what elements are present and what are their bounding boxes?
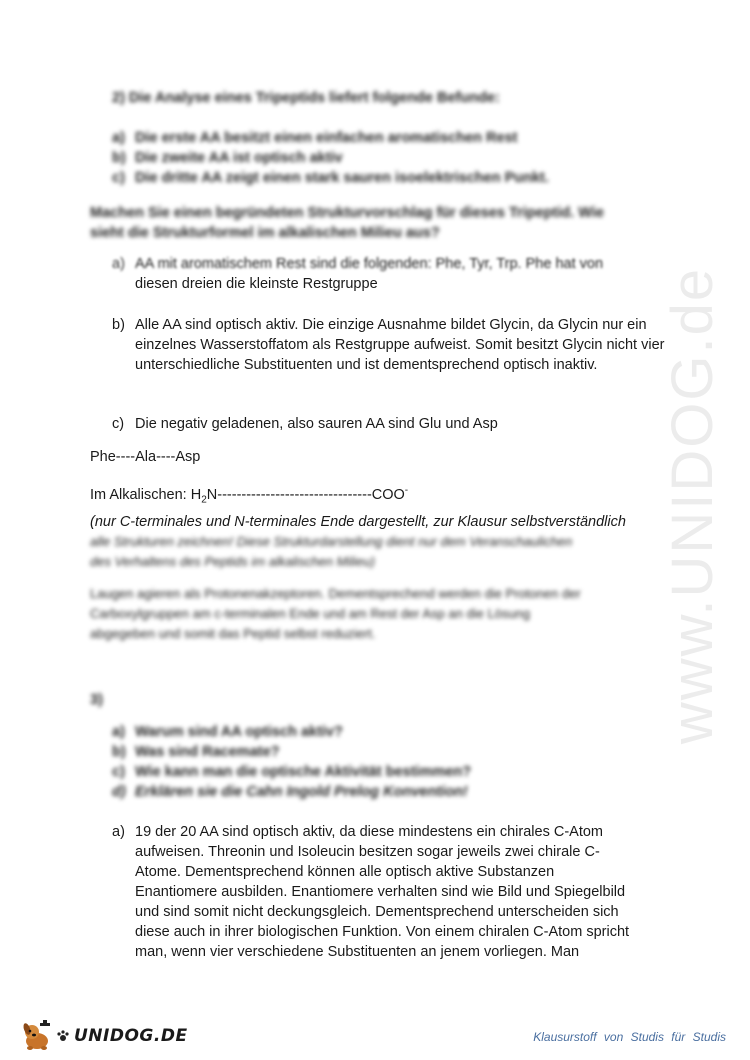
question2-item-c: Die dritte AA zeigt einen stark sauren isoelektrischen Punkt. [135, 170, 549, 186]
question3-item-d-label: d) [112, 784, 126, 800]
peptide-sequence: Phe----Ala----Asp [90, 449, 201, 465]
logo-text: UNIDOG.DE [74, 1026, 188, 1046]
lye-line2: Carboxylgruppen am c-terminalen Ende und am Rest der Asp an die Lösung [90, 606, 531, 621]
question2-task-line1: Machen Sie einen begründeten Strukturvorschlag für dieses Tripeptid. Wie [90, 205, 604, 221]
question2-item-a-label: a) [112, 130, 125, 146]
question2-item-b-label: b) [112, 150, 126, 166]
alkaline-mid: N--------------------------------COO [206, 486, 405, 503]
paw-icon [56, 1029, 70, 1043]
question2-item-b: Die zweite AA ist optisch aktiv [135, 150, 343, 166]
answer2-a-line1: AA mit aromatischem Rest sind die folgenden: Phe, Tyr, Trp. Phe hat von [135, 256, 604, 272]
note-line2: alle Strukturen zeichnen! Diese Strukturdarstellung dient nur dem Veranschaulichen [90, 534, 573, 549]
note-line1: (nur C-terminales und N-terminales Ende dargestellt, zur Klausur selbstverständlich [90, 514, 626, 530]
answer2-a-label: a) [112, 256, 125, 272]
answer2-c-label: c) [112, 416, 125, 432]
question2-item-c-label: c) [112, 170, 125, 186]
alkaline-prefix: Im Alkalischen: H [90, 486, 202, 503]
note-line3: des Verhaltens des Peptids im alkalischen Milieu) [90, 554, 375, 569]
lye-line3: abgegeben und somit das Peptid selbst reduziert. [90, 626, 376, 641]
answer3-a-text: 19 der 20 AA sind optisch aktiv, da diese mindestens ein chirales C-Atom aufweisen. Threonin und Isoleucin besitzen sogar jeweils zwei chirale C-Atome. Dementsprechend können alle optisch aktive Substanzen Enantiomere ausbilden. Enantiomere verhalten sind wie Bild und Spiegelbild und sind somit nicht deckungsgleich. Dementsprechend unterscheiden sich diese auch in ihrer biologischen Funktion. Von einem chiralen C-Atom spricht man, wenn vier verschiedene Substituenten an jenem vorliegen. Man [135, 824, 630, 960]
question3-header: 3) [90, 692, 103, 708]
question3-item-a-label: a) [112, 724, 125, 740]
answer2-a-line2: diesen dreien die kleinste Restgruppe [135, 276, 378, 292]
question2-item-a: Die erste AA besitzt einen einfachen aromatischen Rest [135, 130, 518, 146]
answer2-c-text: Die negativ geladenen, also sauren AA sind Glu und Asp [135, 416, 498, 432]
question3-item-a: Warum sind AA optisch aktiv? [135, 724, 343, 740]
alkaline-superscript: - [404, 485, 409, 496]
question3-item-b-label: b) [112, 744, 126, 760]
question2-header: 2) Die Analyse eines Tripeptids liefert folgende Befunde: [112, 90, 500, 106]
watermark-text: www.UNIDOG.de [660, 266, 726, 744]
question3-item-c-label: c) [112, 764, 125, 780]
alkaline-subscript: 2 [201, 494, 207, 506]
question2-task-line2: sieht die Strukturformel im alkalischen Milieu aus? [90, 225, 440, 241]
answer2-b-text: Alle AA sind optisch aktiv. Die einzige Ausnahme bildet Glycin, da Glycin nur ein einzelnes Wasserstoffatom als Restgruppe aufweist. Somit besitzt Glycin nicht vier unterschiedliche Substituenten und ist dementsprechend optisch inaktiv. [135, 317, 665, 373]
alkaline-formula [90, 481, 408, 511]
question3-item-b: Was sind Racemate? [135, 744, 280, 760]
dog-icon [20, 1019, 54, 1053]
question3-item-c: Wie kann man die optische Aktivität bestimmen? [135, 764, 472, 780]
answer3-a-label: a) [112, 824, 125, 840]
footer-tagline: Klausurstoff von Studis für Studis [533, 1030, 726, 1044]
lye-line1: Laugen agieren als Protonenakzeptoren. Dementsprechend werden die Protonen der [90, 586, 581, 601]
answer2-b-label: b) [112, 317, 125, 333]
question3-item-d: Erklären sie die Cahn Ingold Prelog Konvention! [135, 784, 468, 800]
unidog-logo [20, 1018, 188, 1054]
